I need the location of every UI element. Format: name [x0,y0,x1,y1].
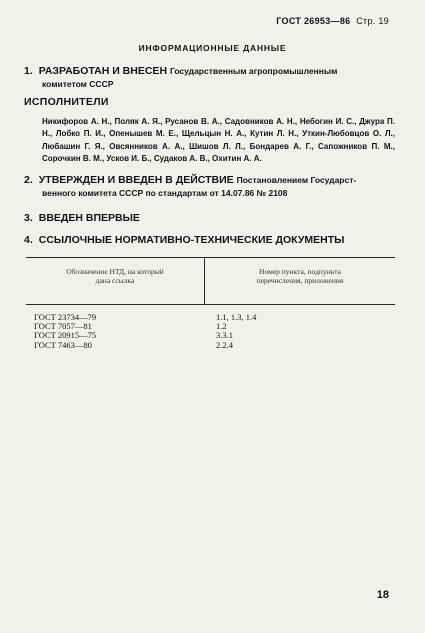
table-cell-clause: 1.1, 1.3, 1.4 [216,312,257,322]
section-text-continued: комитетом СССР [42,79,114,89]
page-label: Стр. 19 [356,16,389,26]
table-cell-clause: 1.2 [216,321,227,332]
table-cell-document: ГОСТ 7057—81 [34,321,92,332]
section-number: 4. [24,234,33,246]
table-cell-document: ГОСТ 20915—75 [34,330,97,341]
section-number: 2. [24,174,33,186]
document-column [26,313,206,350]
section-heading: ССЫЛОЧНЫЕ НОРМАТИВНО-ТЕХНИЧЕСКИЕ ДОКУМЕНТЫ [38,234,345,246]
section-developed [24,64,395,91]
section-approved [24,173,395,200]
section-number: 3. [24,212,33,224]
table-cell-document: ГОСТ 7463—80 [34,339,92,350]
section-text: Государственным агропромышленным [169,66,338,76]
column-header-clause: Номер пункта, подпункта перечисления, приложения [256,267,344,285]
page-number: 18 [376,589,389,601]
section-heading: УТВЕРЖДЕН И ВВЕДЕН В ДЕЙСТВИЕ [38,174,234,186]
clause-column [206,313,395,350]
section-number: 1. [24,65,33,77]
section-heading: РАЗРАБОТАН И ВНЕСЕН [38,65,168,77]
page-header [276,16,389,26]
table-body [26,305,395,350]
section-text-continued: венного комитета СССР по стандартам от 14.07.86 № 2108 [42,188,288,198]
standard-designation: ГОСТ 26953—86 [276,16,351,26]
page-title: ИНФОРМАЦИОННЫЕ ДАННЫЕ [138,43,287,53]
references-table [26,257,395,350]
table-header [26,258,395,305]
section-first-introduced [24,211,395,225]
column-header-document: Обозначение НТД, на который дана ссылка [26,258,205,304]
executors-list: Никифоров А. Н., Поляк А. Я., Русанов В. А., Садовников А. Н., Небогин И. С., Джура П. Н., Лобко П. И., Опенышев М. Е., Щельцын Н. А., Кутин Л. Н., Уткин-Любовцов О. Л., Любашин Г. Я., Овсянников А. А., Шишов Л. Л., Бондарев А. Г., Сапожников П. М., Сорочкин В. М., Усков И. Б., Судаков А. В., Охитин А. А. [42,117,395,163]
section-heading: ВВЕДЕН ВПЕРВЫЕ [38,212,140,224]
table-cell-document: ГОСТ 23734—79 [34,312,97,322]
section-references [24,233,395,247]
section-text: Постановлением Государст- [236,175,357,185]
executors-heading: ИСПОЛНИТЕЛИ [24,96,109,108]
table-cell-clause: 3.3.1 [216,330,233,341]
table-cell-clause: 2.2.4 [216,339,233,350]
